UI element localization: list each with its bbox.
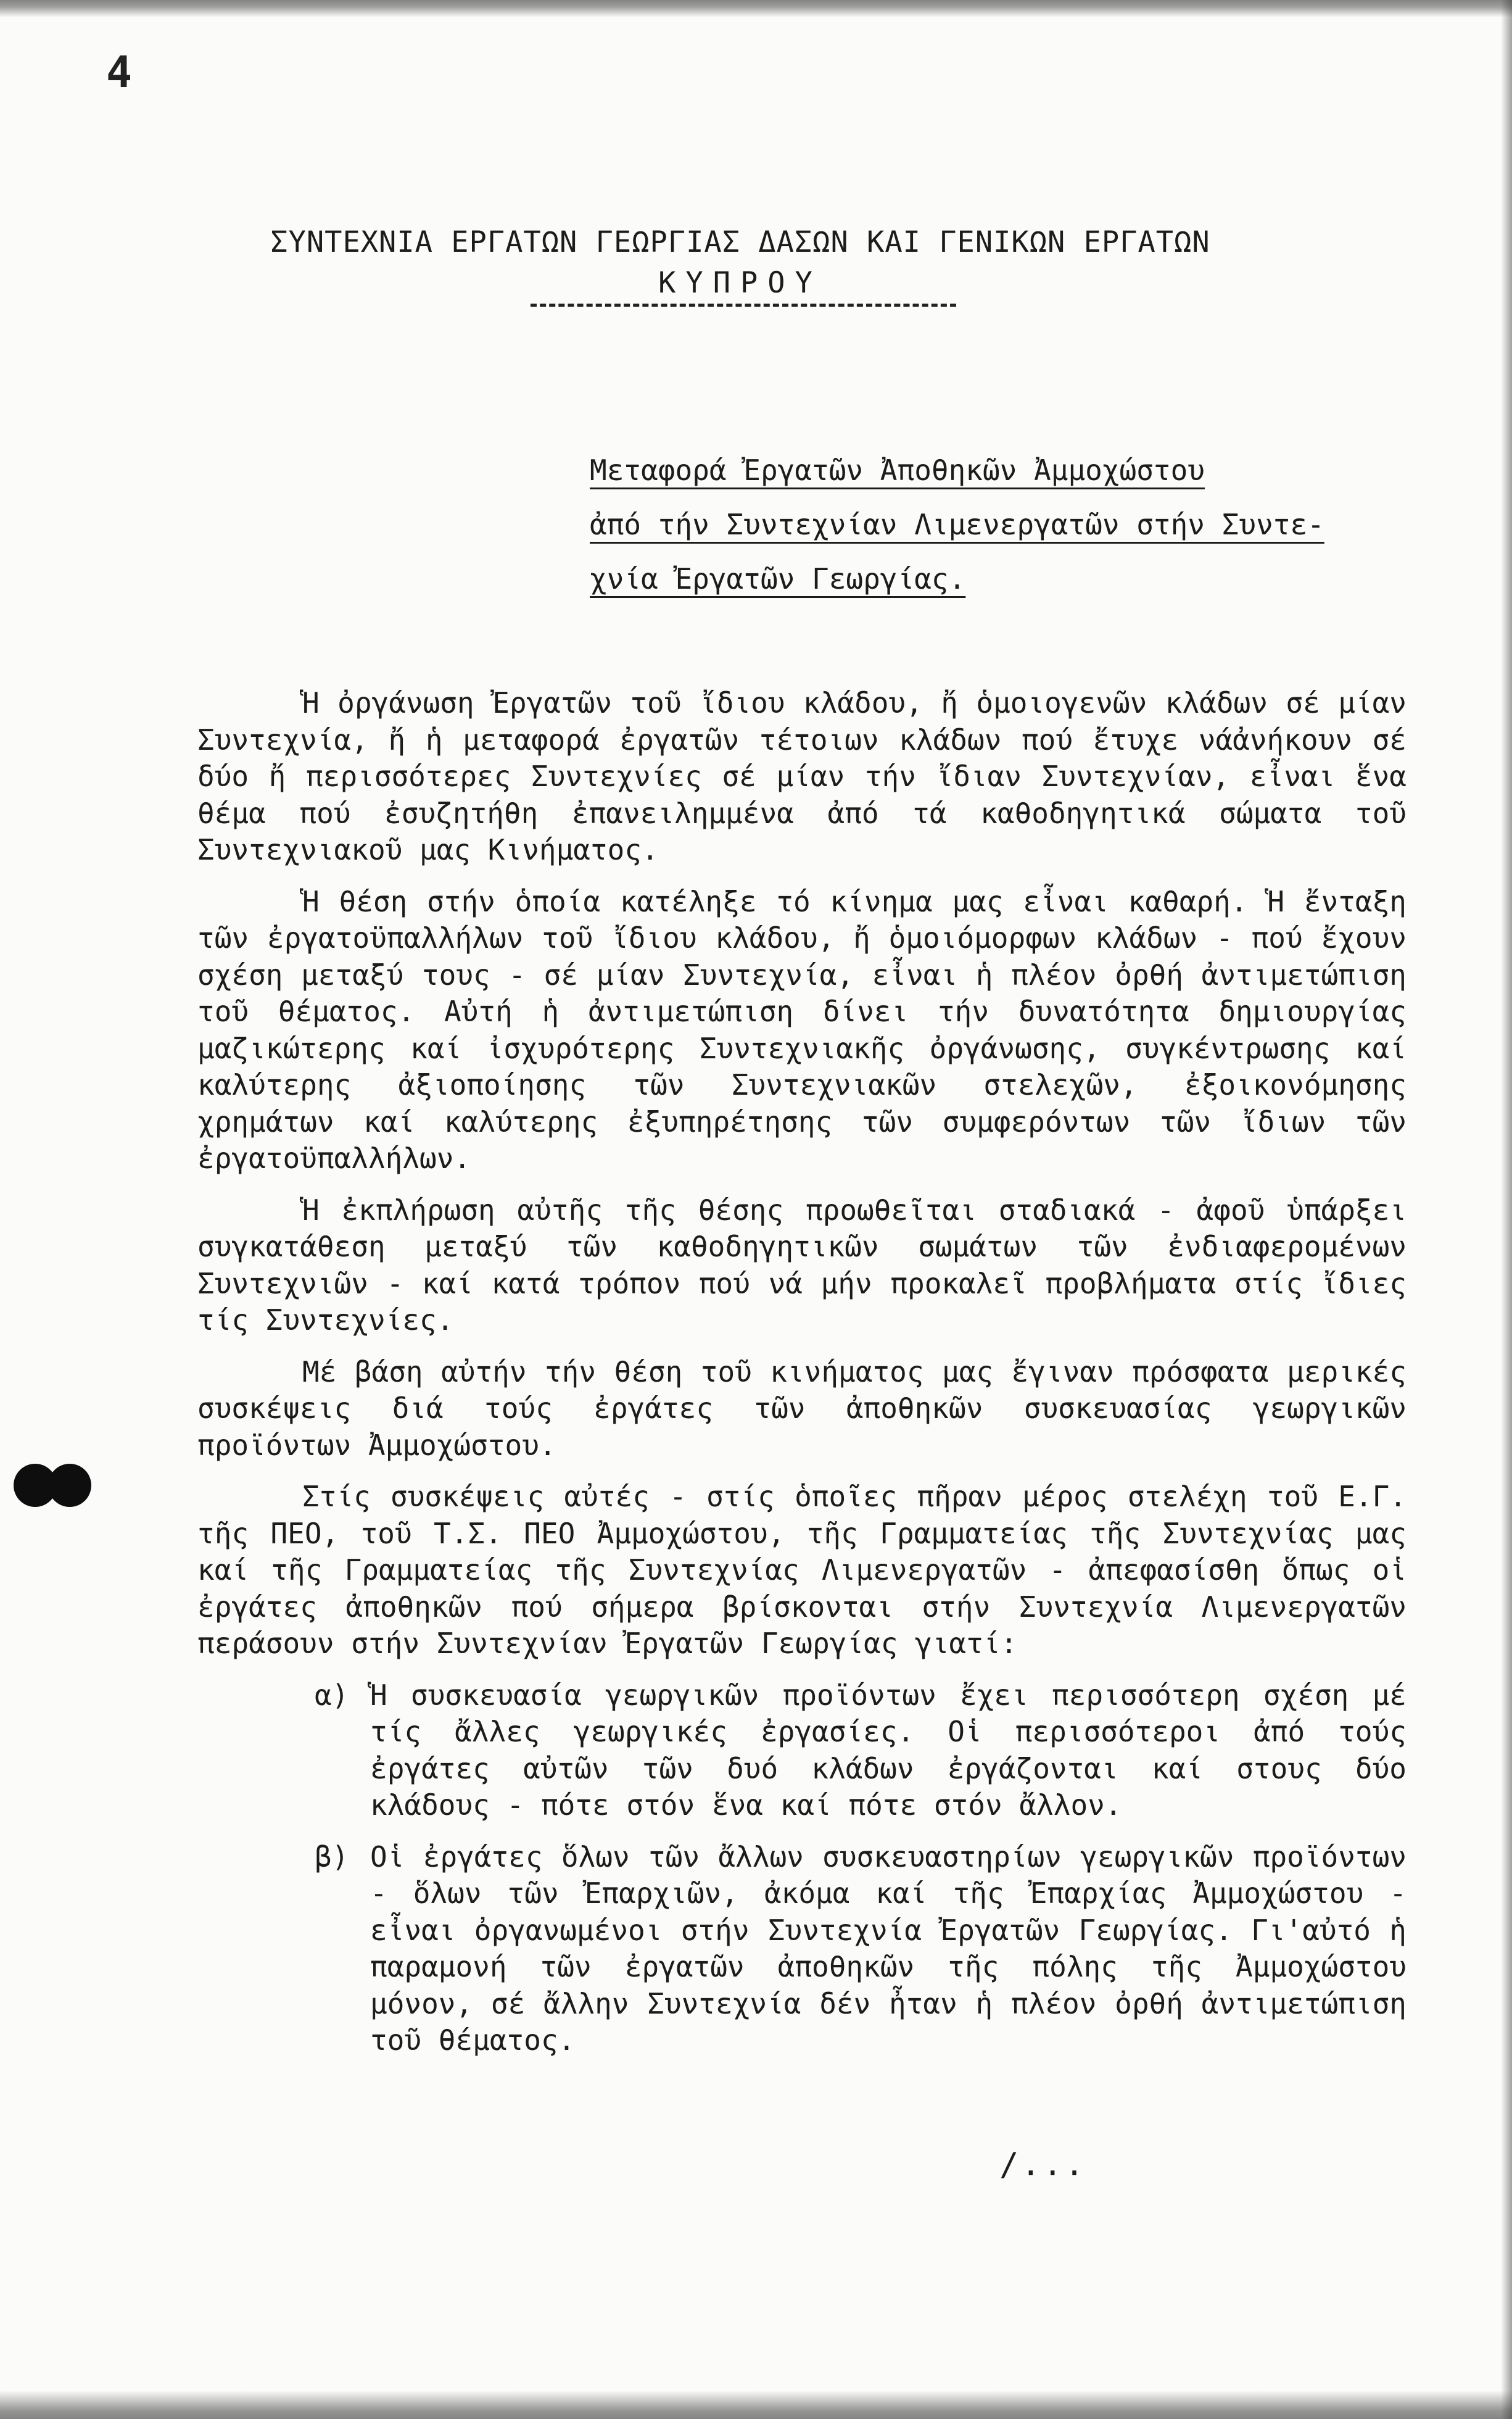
list-item-text: Οἱ ἐργάτες ὅλων τῶν ἄλλων συσκευαστηρίων γεωργικῶν προϊόντων - ὅλων τῶν Ἐπαρχιῶν, ἀκόμα καί τῆς Ἐπαρχίας Ἀμμοχώστου - εἶναι ὀργανωμένοι στήν Συντεχνία Ἐργατῶν Γεωργίας. Γι'αὐτό ἡ παραμονή τῶν ἐργατῶν ἀποθηκῶν τῆς πόλης τῆς Ἀμμοχώστου μόνον, σέ ἄλλην Συντεχνία δέν ἦταν ἡ πλέον ὀρθή ἀντιμετώπιση τοῦ θέματος. bbox=[370, 1840, 1407, 2057]
list-item-text: Ἡ συσκευασία γεωργικῶν προϊόντων ἔχει περισσότερη σχέση μέ τίς ἄλλες γεωργικές ἐργασίες. Οἱ περισσότεροι ἀπό τούς ἐργάτες αὐτῶν τῶν δυό κλάδων ἐργάζονται καί στους δύο κλάδους - πότε στόν ἕνα καί πότε στόν ἄλλον. bbox=[370, 1678, 1407, 1822]
paragraph-4: Μέ βάση αὐτήν τήν θέση τοῦ κινήματος μας ἔγιναν πρόσφατα μερικές συσκέψεις διά τούς ἐργάτες τῶν ἀποθηκῶν συσκευασίας γεωργικῶν προϊόντων Ἀμμοχώστου. bbox=[197, 1355, 1407, 1462]
document-title bbox=[185, 222, 1295, 304]
title-line-2: ΚΥΠΡΟΥ bbox=[658, 266, 822, 300]
title-line-1: ΣΥΝΤΕΧΝΙΑ ΕΡΓΑΤΩΝ ΓΕΩΡΓΙΑΣ ΔΑΣΩΝ ΚΑΙ ΓΕΝΙΚΩΝ ΕΡΓΑΤΩΝ bbox=[270, 225, 1210, 259]
subject-heading bbox=[590, 443, 1392, 606]
continuation-mark: /... bbox=[999, 2146, 1087, 2183]
list-marker: α) bbox=[315, 1678, 349, 1712]
scan-edge-bottom bbox=[0, 2391, 1512, 2419]
list-marker: β) bbox=[315, 1840, 349, 1873]
scan-edge-top bbox=[0, 0, 1512, 17]
paragraph-2: Ἡ θέση στήν ὁποία κατέληξε τό κίνημα μας εἶναι καθαρή. Ἡ ἔνταξη τῶν ἐργατοϋπαλλήλων τοῦ ἴδιου κλάδου, ἤ ὁμοιόμορφων κλάδων - πού ἔχουν σχέση μεταξύ τους - σέ μίαν Συντεχνία, εἶναι ἡ πλέον ὀρθή ἀντιμετώπιση τοῦ θέματος. Αὐτή ἡ ἀντιμετώπιση δίνει τήν δυνατότητα δημιουργίας μαζικώτερης καί ἰσχυρότερης Συντεχνιακῆς ὀργάνωσης, συγκέντρωσης καί καλύτερης ἀξιοποίησης τῶν Συντεχνιακῶν στελεχῶν, ἐξοικονόμησης χρημάτων καί καλύτερης ἐξυπηρέτησης τῶν συμφερόντων τῶν ἴδιων τῶν ἐργατοϋπαλλήλων. bbox=[197, 884, 1407, 1175]
document-body bbox=[197, 685, 1407, 2074]
title-divider bbox=[531, 304, 956, 307]
punch-hole bbox=[14, 1464, 94, 1507]
handwritten-mark: 4 bbox=[106, 47, 133, 98]
paragraph-5: Στίς συσκέψεις αὐτές - στίς ὁποῖες πῆραν μέρος στελέχη τοῦ Ε.Γ. τῆς ΠΕΟ, τοῦ Τ.Σ. ΠΕΟ Ἀμμοχώστου, τῆς Γραμματείας τῆς Συντεχνίας μας καί τῆς Γραμματείας τῆς Συντεχνίας Λιμενεργατῶν - ἀπεφασίσθη ὅπως οἱ ἐργάτες ἀποθηκῶν πού σήμερα βρίσκονται στήν Συντεχνία Λιμενεργατῶν περάσουν στήν Συντεχνίαν Ἐργατῶν Γεωργίας γιατί: bbox=[197, 1480, 1407, 1660]
scan-edge-right bbox=[1501, 0, 1512, 2419]
paragraph-1: Ἡ ὀργάνωση Ἐργατῶν τοῦ ἴδιου κλάδου, ἤ ὁμοιογενῶν κλάδων σέ μίαν Συντεχνία, ἤ ἡ μεταφορά ἐργατῶν τέτοιων κλάδων πού ἔτυχε νάἀνήκουν σέ δύο ἤ περισσότερες Συντεχνίες σέ μίαν τήν ἴδιαν Συντεχνίαν, εἶναι ἕνα θέμα πού ἐσυζητήθη ἐπανειλημμένα ἀπό τά καθοδηγητικά σώματα τοῦ Συντεχνιακοῦ μας Κινήματος. bbox=[197, 686, 1407, 866]
subject-line-1: Μεταφορά Ἐργατῶν Ἀποθηκῶν Ἀμμοχώστου bbox=[590, 454, 1205, 487]
reasons-list bbox=[315, 1677, 1407, 2059]
paragraph-3: Ἡ ἐκπλήρωση αὐτῆς τῆς θέσης προωθεῖται σταδιακά - ἀφοῦ ὑπάρξει συγκατάθεση μεταξύ τῶν καθοδηγητικῶν σωμάτων τῶν ἐνδιαφερομένων Συντεχνιῶν - καί κατά τρόπον πού νά μήν προκαλεῖ προβλήματα στίς ἴδιες τίς Συντεχνίες. bbox=[197, 1193, 1407, 1337]
subject-line-2: ἀπό τήν Συντεχνίαν Λιμενεργατῶν στήν Συντε- bbox=[590, 508, 1324, 541]
subject-line-3: χνία Ἐργατῶν Γεωργίας. bbox=[590, 562, 966, 595]
list-item bbox=[315, 1839, 1407, 2059]
list-item bbox=[315, 1677, 1407, 1824]
